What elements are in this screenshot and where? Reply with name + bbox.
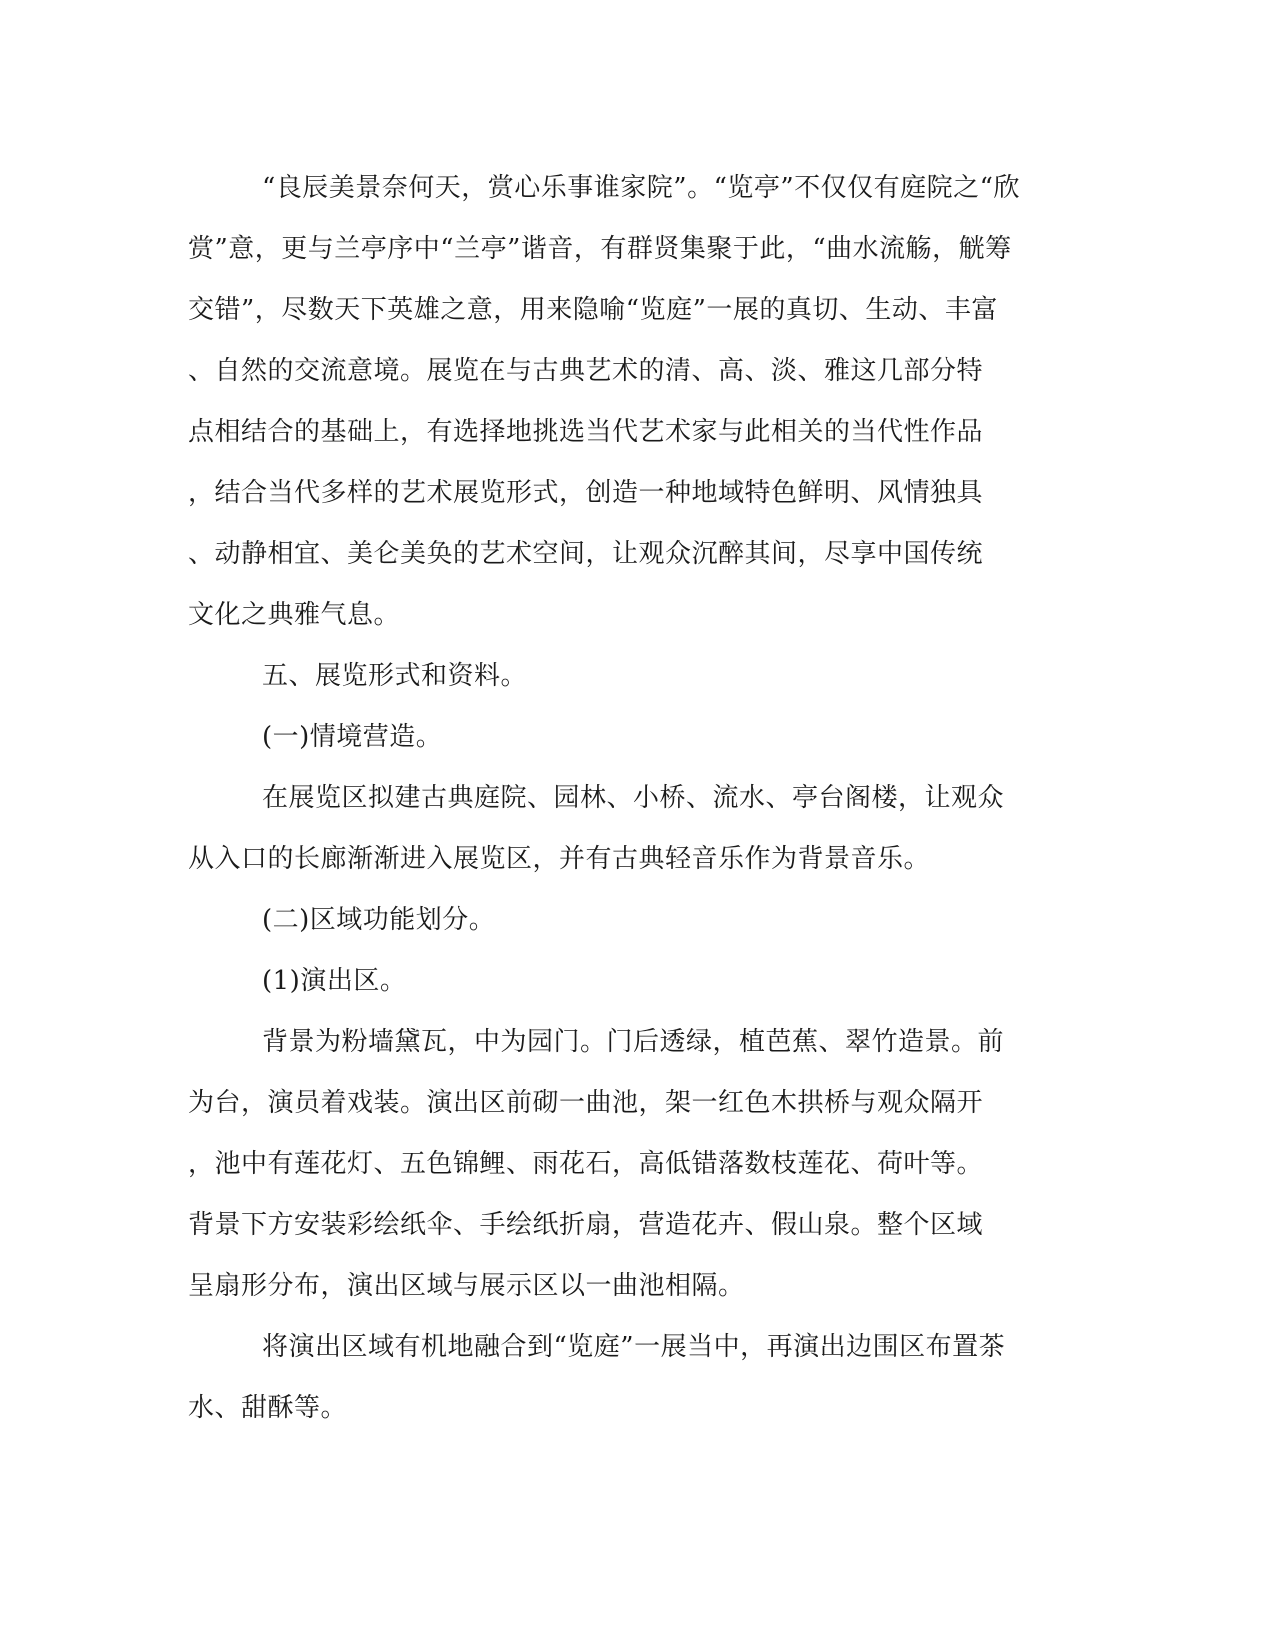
text-line: 背景下方安装彩绘纸伞、手绘纸折扇，营造花卉、假山泉。整个区域 (188, 1210, 984, 1240)
text-line: (二)区域功能划分。 (262, 905, 496, 935)
text-line: “良辰美景奈何天，赏心乐事谁家院”。“览亭”不仅仅有庭院之“欣 (262, 173, 1020, 203)
text-line: 在展览区拟建古典庭院、园林、小桥、流水、亭台阁楼，让观众 (262, 783, 1005, 813)
text-line: 为台，演员着戏装。演出区前砌一曲池，架一红色木拱桥与观众隔开 (188, 1088, 984, 1118)
text-line: 背景为粉墙黛瓦，中为园门。门后透绿，植芭蕉、翠竹造景。前 (262, 1027, 1005, 1057)
text-line: 五、展览形式和资料。 (262, 661, 528, 691)
text-line: 呈扇形分布，演出区域与展示区以一曲池相隔。 (188, 1271, 745, 1301)
document-body (188, 158, 1068, 1439)
text-line: (1)演出区。 (262, 966, 407, 996)
text-line: 点相结合的基础上，有选择地挑选当代艺术家与此相关的当代性作品 (188, 417, 984, 447)
text-line: 赏”意，更与兰亭序中“兰亭”谐音，有群贤集聚于此，“曲水流觞，觥筹 (188, 234, 1012, 264)
text-line: 将演出区域有机地融合到“览庭”一展当中，再演出边围区布置茶 (262, 1332, 1006, 1362)
text-line: (一)情境营造。 (262, 722, 443, 752)
text-line: ，结合当代多样的艺术展览形式，创造一种地域特色鲜明、风情独具 (188, 478, 984, 508)
text-line: 文化之典雅气息。 (188, 600, 401, 630)
text-line: 、动静相宜、美仑美奂的艺术空间，让观众沉醉其间，尽享中国传统 (188, 539, 984, 569)
text-line: 交错”，尽数天下英雄之意，用来隐喻“览庭”一展的真切、生动、丰富 (188, 295, 998, 325)
text-line: 水、甜酥等。 (188, 1393, 348, 1423)
text-line: 、自然的交流意境。展览在与古典艺术的清、高、淡、雅这几部分特 (188, 356, 984, 386)
text-line: 从入口的长廊渐渐进入展览区，并有古典轻音乐作为背景音乐。 (188, 844, 931, 874)
text-line: ，池中有莲花灯、五色锦鲤、雨花石，高低错落数枝莲花、荷叶等。 (188, 1149, 984, 1179)
